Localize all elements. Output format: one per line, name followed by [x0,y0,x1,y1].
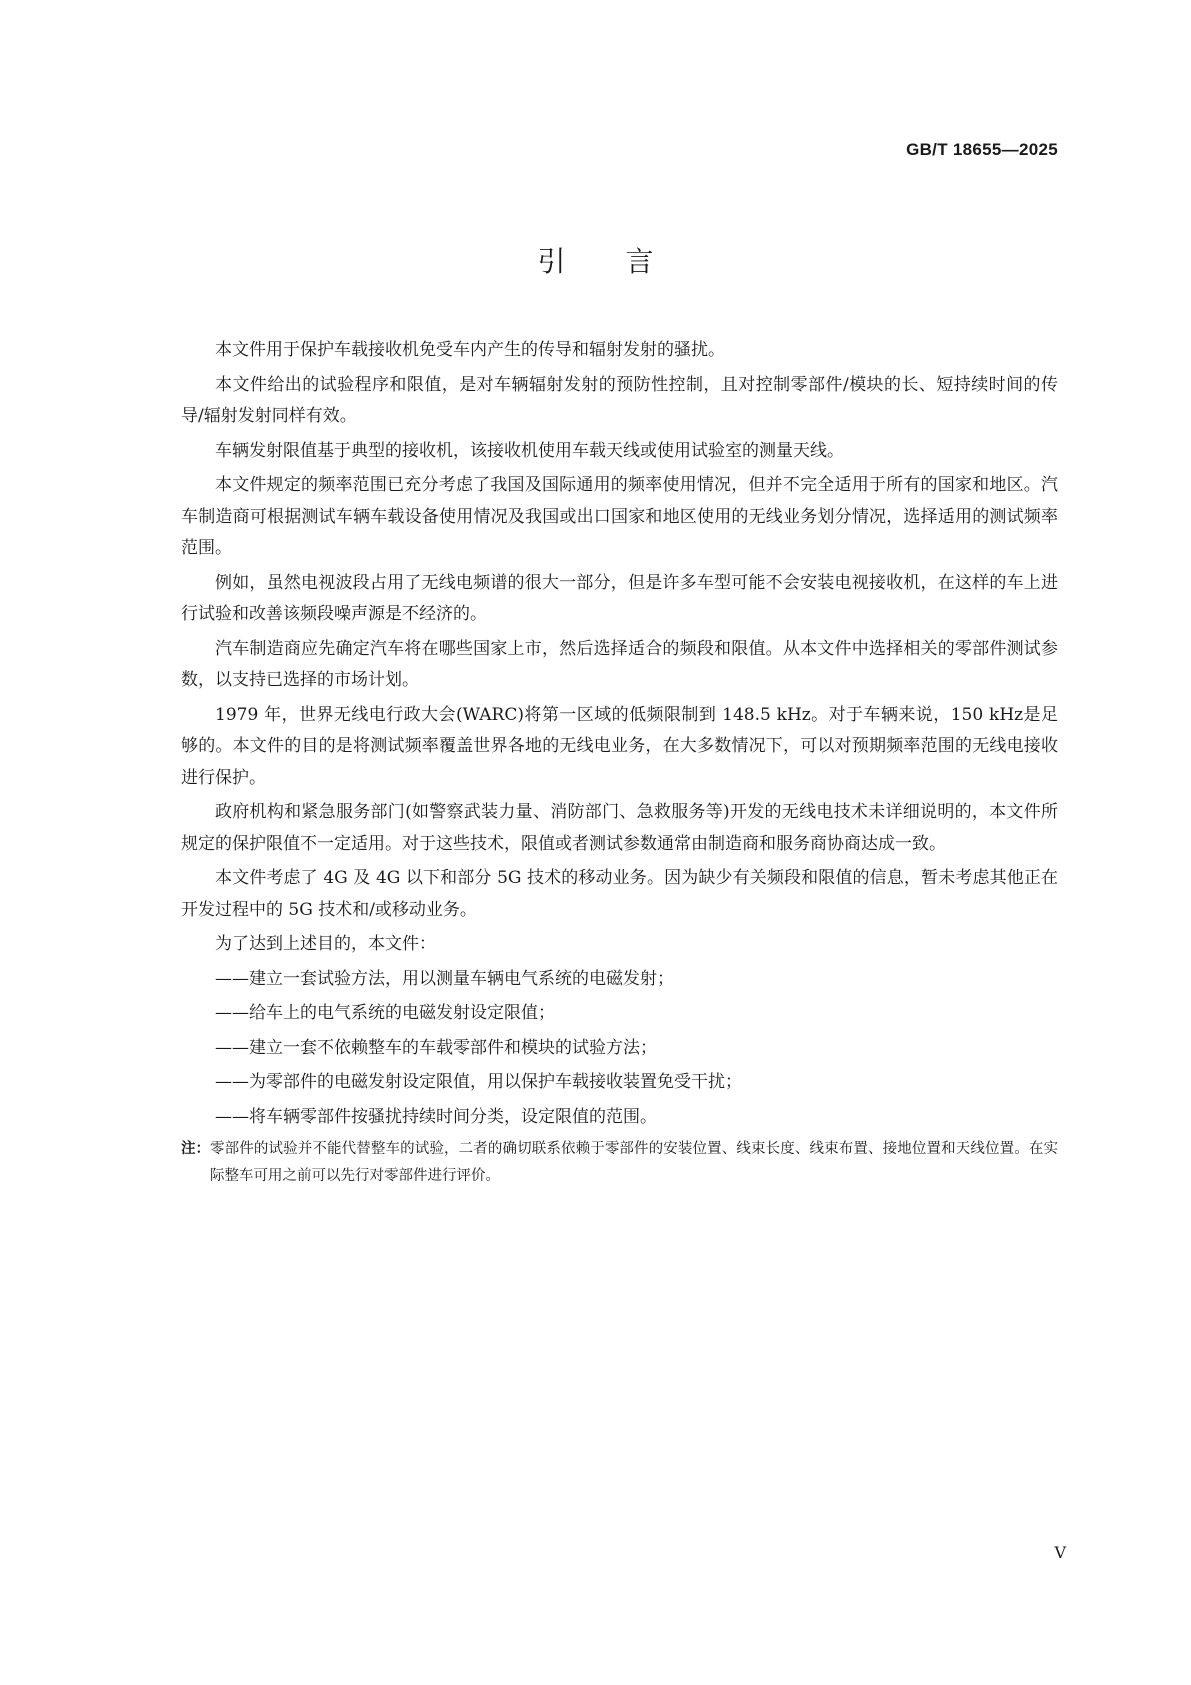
paragraph: 例如，虽然电视波段占用了无线电频谱的很大一部分，但是许多车型可能不会安装电视接收机，在这样的车上进行试验和改善该频段噪声源是不经济的。 [181,572,1058,624]
paragraph: 汽车制造商应先确定汽车将在哪些国家上市，然后选择适合的频段和限值。从本文件中选择相关的零部件测试参数，以支持已选择的市场计划。 [181,638,1058,690]
body-text [181,335,1058,1190]
list-item: ——给车上的电气系统的电磁发射设定限值； [215,1003,555,1023]
paragraph: 车辆发射限值基于典型的接收机，该接收机使用车载天线或使用试验室的测量天线。 [215,440,844,461]
page-number: V [1054,1543,1066,1562]
note-text: 零部件的试验并不能代替整车的试验，二者的确切联系依赖于零部件的安装位置、线束长度、线束布置、接地位置和天线位置。在实际整车可用之前可以先行对零部件进行评价。 [210,1141,1058,1184]
page-title: 引言 [537,245,714,278]
paragraph: 1979 年，世界无线电行政大会(WARC)将第一区域的低频限制到 148.5 kHz。对于车辆来说，150 kHz是足够的。本文件的目的是将测试频率覆盖世界各地的无线电业务，在大多数情况下，可以对预期频率范围的无线电接收进行保护。 [181,704,1058,788]
paragraph: 本文件给出的试验程序和限值，是对车辆辐射发射的预防性控制，且对控制零部件/模块的长、短持续时间的传导/辐射发射同样有效。 [181,374,1058,426]
paragraph: 本文件考虑了 4G 及 4G 以下和部分 5G 技术的移动业务。因为缺少有关频段和限值的信息，暂未考虑其他正在开发过程中的 5G 技术和/或移动业务。 [181,868,1058,920]
paragraph: 为了达到上述目的，本文件： [215,934,436,954]
paragraph: 本文件用于保护车载接收机免受车内产生的传导和辐射发射的骚扰。 [215,340,725,360]
list-item: ——为零部件的电磁发射设定限值，用以保护车载接收装置免受干扰； [215,1072,742,1092]
note [181,1136,1058,1190]
list-item: ——建立一套不依赖整车的车载零部件和模块的试验方法； [215,1037,657,1058]
paragraph: 本文件规定的频率范围已充分考虑了我国及国际通用的频率使用情况，但并不完全适用于所有的国家和地区。汽车制造商可根据测试车辆车载设备使用情况及我国或出口国家和地区使用的无线业务划分情况，选择适用的测试频率范围。 [181,475,1058,558]
standard-number: GB/T 18655—2025 [906,140,1058,159]
dash-list [181,964,1058,1134]
list-item: ——建立一套试验方法，用以测量车辆电气系统的电磁发射； [215,968,674,989]
list-item: ——将车辆零部件按骚扰持续时间分类，设定限值的范围。 [215,1106,657,1127]
note-label: 注： [181,1141,210,1157]
paragraph: 政府机构和紧急服务部门(如警察武装力量、消防部门、急救服务等)开发的无线电技术未详细说明的，本文件所规定的保护限值不一定适用。对于这些技术，限值或者测试参数通常由制造商和服务商协商达成一致。 [181,802,1058,854]
